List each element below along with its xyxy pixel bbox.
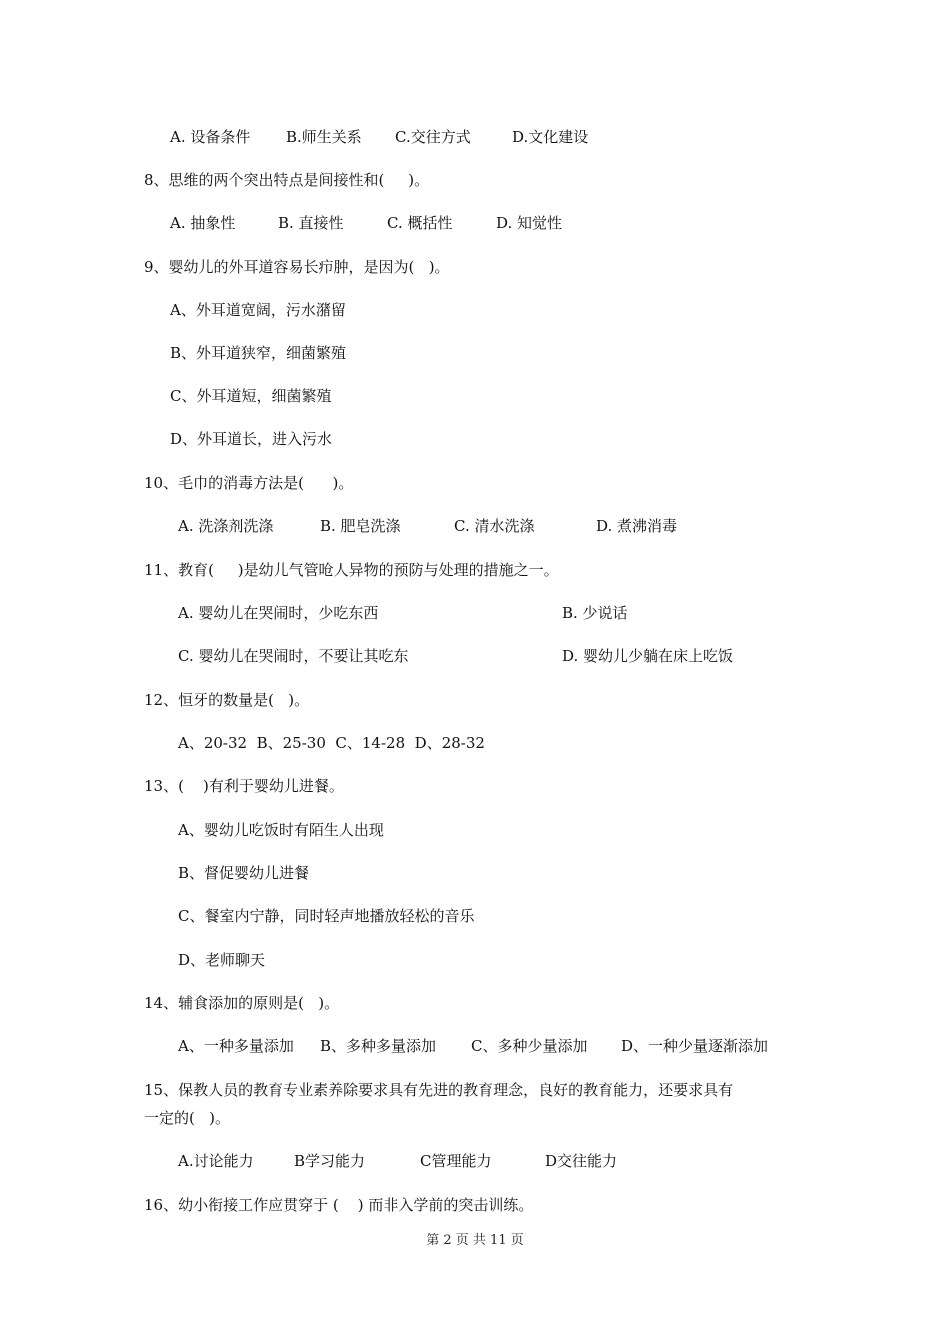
q15-stem-line-2: 一定的( )。 bbox=[144, 1109, 231, 1127]
q7-option-a: A. 设备条件 bbox=[170, 128, 251, 146]
q8-stem: 8、思维的两个突出特点是间接性和( )。 bbox=[144, 171, 430, 189]
q9-option-c: C、外耳道短，细菌繁殖 bbox=[170, 387, 332, 405]
q13-option-a: A、婴幼儿吃饭时有陌生人出现 bbox=[178, 821, 384, 839]
q9-stem: 9、婴幼儿的外耳道容易长疖肿，是因为( )。 bbox=[144, 258, 450, 276]
q8-option-c: C. 概括性 bbox=[387, 214, 453, 232]
q14-option-d: D、一种少量逐渐添加 bbox=[621, 1037, 769, 1055]
q10-stem: 10、毛巾的消毒方法是( )。 bbox=[144, 474, 354, 492]
q14-stem: 14、辅食添加的原则是( )。 bbox=[144, 994, 340, 1012]
q15-option-c: C管理能力 bbox=[420, 1152, 492, 1170]
q7-option-d: D.文化建设 bbox=[512, 128, 589, 146]
q8-option-d: D. 知觉性 bbox=[496, 214, 563, 232]
page-number-footer: 第 2 页 共 11 页 bbox=[426, 1233, 524, 1248]
q11-stem: 11、教育( )是幼儿气管呛人异物的预防与处理的措施之一。 bbox=[144, 561, 559, 579]
q8-option-b: B. 直接性 bbox=[278, 214, 344, 232]
q16-stem: 16、幼小衔接工作应贯穿于 ( ) 而非入学前的突击训练。 bbox=[144, 1196, 534, 1214]
q10-option-a: A. 洗涤剂洗涤 bbox=[178, 517, 274, 535]
q10-option-c: C. 清水洗涤 bbox=[454, 517, 535, 535]
q12-stem: 12、恒牙的数量是( )。 bbox=[144, 691, 310, 709]
q15-option-b: B学习能力 bbox=[294, 1152, 366, 1170]
q15-option-a: A.讨论能力 bbox=[178, 1152, 254, 1170]
q9-option-b: B、外耳道狭窄，细菌繁殖 bbox=[170, 344, 347, 362]
q7-option-c: C.交往方式 bbox=[395, 128, 471, 146]
q9-option-d: D、外耳道长，进入污水 bbox=[170, 430, 333, 448]
q11-option-a: A. 婴幼儿在哭闹时，少吃东西 bbox=[178, 604, 379, 622]
q10-option-d: D. 煮沸消毒 bbox=[596, 517, 678, 535]
q7-option-b: B.师生关系 bbox=[286, 128, 362, 146]
q13-option-b: B、督促婴幼儿进餐 bbox=[178, 864, 310, 882]
q11-option-d: D. 婴幼儿少躺在床上吃饭 bbox=[562, 647, 734, 665]
q12-options: A、20-32 B、25-30 C、14-28 D、28-32 bbox=[178, 734, 485, 752]
q15-option-d: D交往能力 bbox=[545, 1152, 618, 1170]
q11-option-b: B. 少说话 bbox=[562, 604, 628, 622]
q15-stem-line-1: 15、保教人员的教育专业素养除要求具有先进的教育理念，良好的教育能力，还要求具有 bbox=[144, 1081, 734, 1099]
q11-option-c: C. 婴幼儿在哭闹时，不要让其吃东 bbox=[178, 647, 409, 665]
q14-option-a: A、一种多量添加 bbox=[178, 1037, 294, 1055]
q13-option-d: D、老师聊天 bbox=[178, 951, 266, 969]
q9-option-a: A、外耳道宽阔，污水潴留 bbox=[170, 301, 346, 319]
q14-option-c: C、多种少量添加 bbox=[471, 1037, 588, 1055]
q8-option-a: A. 抽象性 bbox=[170, 214, 236, 232]
q13-stem: 13、( )有利于婴幼儿进餐。 bbox=[144, 777, 344, 795]
q14-option-b: B、多种多量添加 bbox=[320, 1037, 437, 1055]
q10-option-b: B. 肥皂洗涤 bbox=[320, 517, 401, 535]
q13-option-c: C、餐室内宁静，同时轻声地播放轻松的音乐 bbox=[178, 907, 475, 925]
